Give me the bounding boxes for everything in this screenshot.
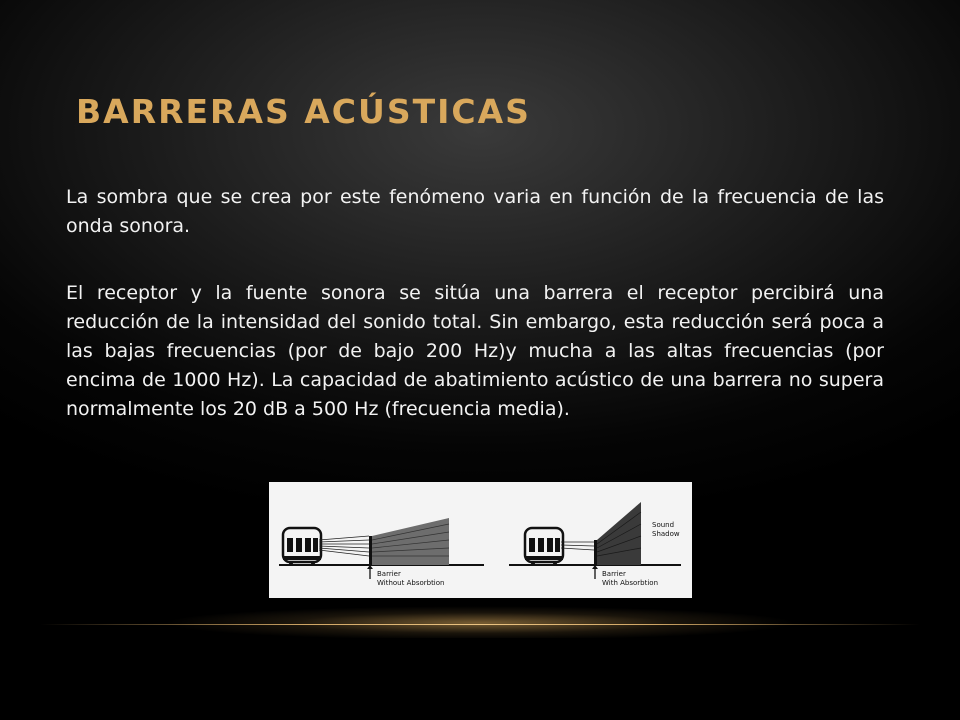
scene-with-absorption: [509, 502, 681, 587]
arrow-up-icon: [592, 565, 598, 579]
label-barrier-right: Barrier: [602, 570, 626, 578]
barrier-wall: [369, 536, 372, 565]
sound-rays: [561, 542, 594, 550]
barrier-wall: [594, 540, 597, 565]
label-barrier-left: Barrier: [377, 570, 401, 578]
scene-without-absorption: [279, 518, 484, 587]
decorative-divider: [40, 624, 920, 625]
sound-shadow-zone: [597, 502, 641, 565]
label-without-absorption: Without Absorbtion: [377, 579, 445, 587]
slide-body: [66, 183, 884, 424]
label-with-absorption: With Absorbtion: [602, 579, 659, 587]
label-shadow: Shadow: [652, 530, 680, 538]
label-sound: Sound: [652, 521, 675, 529]
barrier-diagram-svg: [269, 482, 692, 598]
train-icon: [283, 528, 321, 565]
slide-title: BARRERAS ACÚSTICAS: [76, 92, 531, 131]
paragraph-1: La sombra que se crea por este fenómeno varia en función de la frecuencia de las onda sonora.: [66, 186, 884, 237]
train-icon: [525, 528, 563, 565]
sound-rays: [319, 536, 369, 556]
arrow-up-icon: [367, 565, 373, 579]
paragraph-2: El receptor y la fuente sonora se sitúa una barrera el receptor percibirá una reducción de la intensidad del sonido total. Sin embargo, esta reducción será poca a las bajas frecuencias (por de bajo 200 Hz)y mucha a las altas frecuencias (por encima de 1000 Hz). La capacidad de abatimiento acústico de una barrera no supera normalmente los 20 dB a 500 Hz (frecuencia media).: [66, 282, 884, 420]
barrier-diagram: [269, 482, 692, 598]
